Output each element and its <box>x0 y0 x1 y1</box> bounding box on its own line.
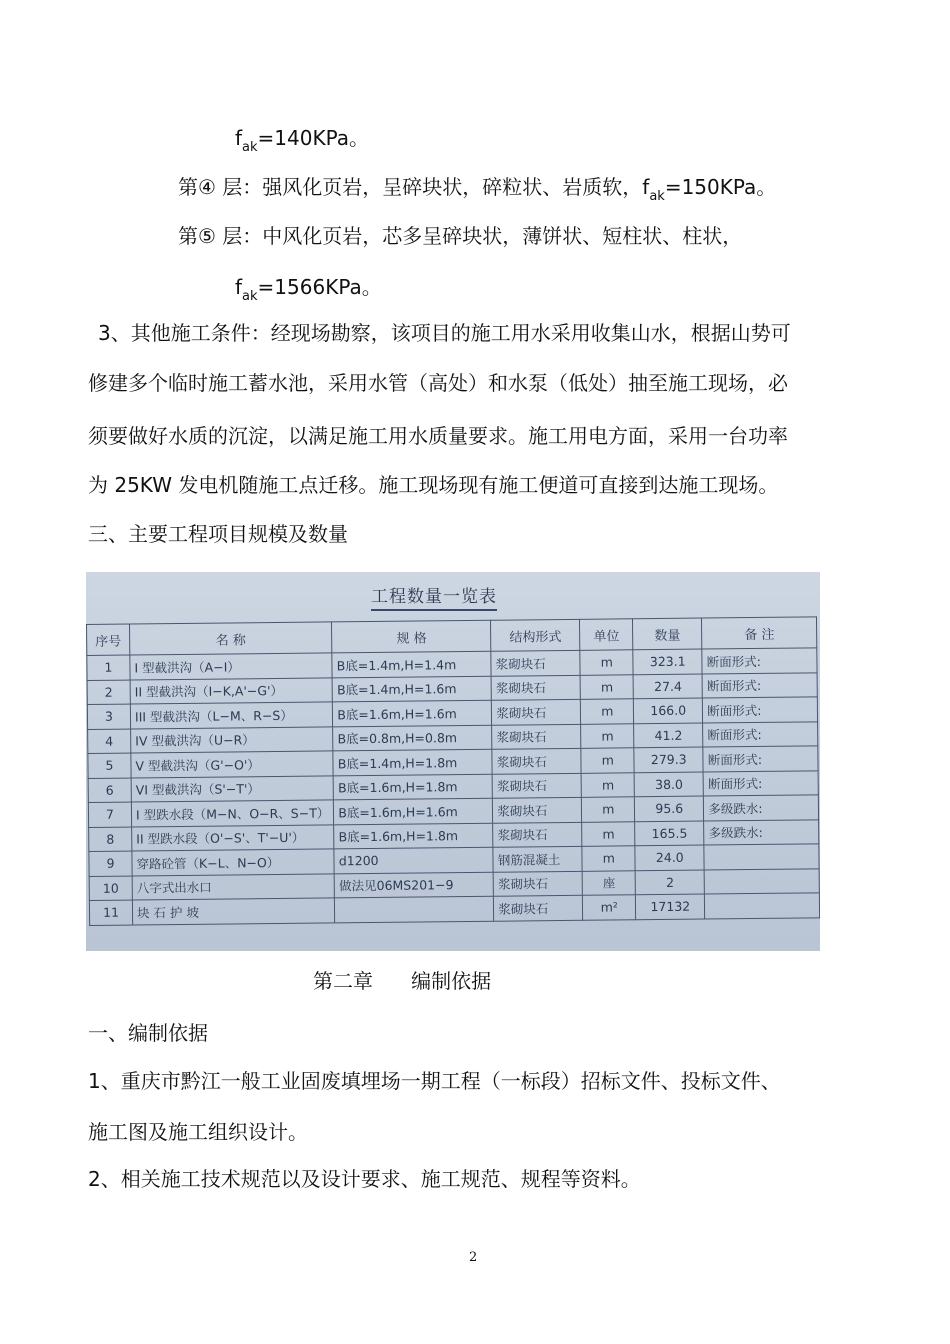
cell-structure: 浆砌块石 <box>493 797 582 822</box>
header-spec: 规 格 <box>332 620 491 653</box>
line-layer-4: 第④ 层：强风化页岩，呈碎块状，碎粒状、岩质软，$f_{ak}=150KPa$。 <box>178 175 777 204</box>
cell-spec: B底=1.6m,H=1.8m <box>334 823 493 849</box>
cell-no: 9 <box>89 851 132 876</box>
cell-name: VI 型截洪沟（S'−T'） <box>131 775 334 802</box>
cell-spec: d1200 <box>334 847 493 873</box>
cell-no: 6 <box>88 778 131 803</box>
cell-quantity: 95.6 <box>635 796 704 821</box>
cell-unit: m <box>582 797 635 822</box>
cell-unit: m <box>581 748 634 773</box>
header-structure: 结构形式 <box>491 619 580 651</box>
cell-unit: m <box>582 821 635 846</box>
cell-remark: 断面形式: <box>703 697 818 723</box>
line-layer-5: 第⑤ 层：中风化页岩，芯多呈碎块状，薄饼状、短柱状、柱状， <box>178 224 743 248</box>
cell-no: 3 <box>87 704 130 729</box>
cell-structure: 浆砌块石 <box>491 650 580 675</box>
cell-no: 2 <box>87 680 130 705</box>
cell-remark <box>705 893 820 919</box>
section1-title: 一、编制依据 <box>88 1021 208 1045</box>
cell-structure: 浆砌块石 <box>492 699 581 724</box>
cell-no: 10 <box>89 876 132 901</box>
cell-unit: m <box>581 699 634 724</box>
cell-name: IV 型截洪沟（U−R） <box>131 726 334 753</box>
cell-spec: B底=1.4m,H=1.8m <box>333 749 492 775</box>
cell-name: 八字式出水口 <box>132 873 335 900</box>
cell-structure: 浆砌块石 <box>492 724 581 749</box>
cell-name: V 型截洪沟（G'−O'） <box>131 751 334 778</box>
cell-unit: m <box>581 772 634 797</box>
cell-remark: 断面形式: <box>703 746 818 772</box>
para3-line-1: 3、其他施工条件：经现场勘察，该项目的施工用水采用收集山水，根据山势可 <box>98 321 791 345</box>
cell-unit: m <box>581 723 634 748</box>
cell-unit: m² <box>583 895 636 920</box>
cell-structure: 浆砌块石 <box>493 822 582 847</box>
cell-quantity: 17132 <box>636 894 705 919</box>
line-fak-140: $f_{ak}=140KPa$。 <box>235 126 370 155</box>
section3-title: 三、主要工程项目规模及数量 <box>88 522 348 546</box>
header-name: 名 称 <box>130 622 333 655</box>
cell-no: 7 <box>88 802 131 827</box>
cell-remark: 断面形式: <box>702 648 817 674</box>
cell-remark: 断面形式: <box>702 672 817 698</box>
cell-spec: B底=1.6m,H=1.8m <box>333 774 492 800</box>
cell-quantity: 2 <box>635 870 704 895</box>
para3-line-4: 为 25KW 发电机随施工点迁移。施工现场现有施工便道可直接到达施工现场。 <box>88 473 779 497</box>
table-photo <box>86 572 820 951</box>
cell-quantity: 166.0 <box>634 698 703 723</box>
header-unit: 单位 <box>580 619 633 651</box>
cell-quantity: 279.3 <box>634 747 703 772</box>
cell-spec: B底=1.4m,H=1.6m <box>332 676 491 702</box>
cell-remark <box>704 844 819 870</box>
cell-no: 4 <box>88 729 131 754</box>
para3-line-2: 修建多个临时施工蓄水池，采用水管（高处）和水泵（低处）抽至施工现场，必 <box>88 371 788 395</box>
cell-unit: 座 <box>582 870 635 895</box>
cell-spec <box>335 896 494 922</box>
cell-structure: 浆砌块石 <box>491 675 580 700</box>
line-fak-1566: $f_{ak}=1566KPa$。 <box>235 275 382 304</box>
cell-remark: 断面形式: <box>703 721 818 747</box>
cell-spec: B底=0.8m,H=0.8m <box>333 725 492 751</box>
cell-quantity: 24.0 <box>635 845 704 870</box>
cell-remark: 多级跌水: <box>704 819 819 845</box>
chapter-title: 第二章 编制依据 <box>313 969 492 993</box>
page-number: 2 <box>469 1250 478 1265</box>
cell-no: 1 <box>87 655 130 680</box>
quantity-table <box>86 616 820 925</box>
header-quantity: 数量 <box>633 618 702 650</box>
cell-quantity: 323.1 <box>633 649 702 674</box>
cell-structure: 钢筋混凝土 <box>493 846 582 871</box>
cell-no: 5 <box>88 753 131 778</box>
cell-name: II 型跌水段（O'−S'、T'−U'） <box>132 824 335 851</box>
cell-unit: m <box>582 846 635 871</box>
cell-spec: 做法见06MS201−9 <box>334 872 493 898</box>
item2-line: 2、相关施工技术规范以及设计要求、施工规范、规程等资料。 <box>88 1167 641 1191</box>
cell-remark: 多级跌水: <box>704 795 819 821</box>
cell-quantity: 165.5 <box>635 821 704 846</box>
cell-structure: 浆砌块石 <box>492 748 581 773</box>
cell-spec: B底=1.6m,H=1.6m <box>334 798 493 824</box>
cell-spec: B底=1.6m,H=1.6m <box>333 700 492 726</box>
cell-structure: 浆砌块石 <box>493 871 582 896</box>
cell-unit: m <box>580 674 633 699</box>
cell-spec: B底=1.4m,H=1.4m <box>332 651 491 677</box>
cell-name: II 型截洪沟（I−K,A'−G'） <box>130 677 333 704</box>
cell-structure: 浆砌块石 <box>492 773 581 798</box>
para3-line-3: 须要做好水质的沉淀，以满足施工用水质量要求。施工用电方面，采用一台功率 <box>88 424 788 448</box>
table-title: 工程数量一览表 <box>371 582 497 611</box>
cell-name: 穿路砼管（K−L、N−O） <box>132 849 335 876</box>
header-remark: 备 注 <box>702 617 817 649</box>
cell-name: I 型截洪沟（A−I） <box>130 653 333 680</box>
cell-name: 块 石 护 坡 <box>132 898 335 925</box>
cell-quantity: 38.0 <box>634 772 703 797</box>
header-no: 序号 <box>87 624 130 655</box>
cell-remark: 断面形式: <box>703 770 818 796</box>
cell-name: I 型跌水段（M−N、O−R、S−T） <box>131 800 334 827</box>
cell-no: 11 <box>89 900 132 925</box>
cell-name: III 型截洪沟（L−M、R−S） <box>130 702 333 729</box>
item1-line-1: 1、重庆市黔江一般工业固废填埋场一期工程（一标段）招标文件、投标文件、 <box>88 1069 781 1093</box>
item1-line-2: 施工图及施工组织设计。 <box>88 1120 308 1144</box>
cell-no: 8 <box>89 827 132 852</box>
cell-unit: m <box>580 650 633 675</box>
cell-quantity: 41.2 <box>634 723 703 748</box>
cell-remark <box>704 868 819 894</box>
cell-quantity: 27.4 <box>633 674 702 699</box>
cell-structure: 浆砌块石 <box>494 895 583 920</box>
